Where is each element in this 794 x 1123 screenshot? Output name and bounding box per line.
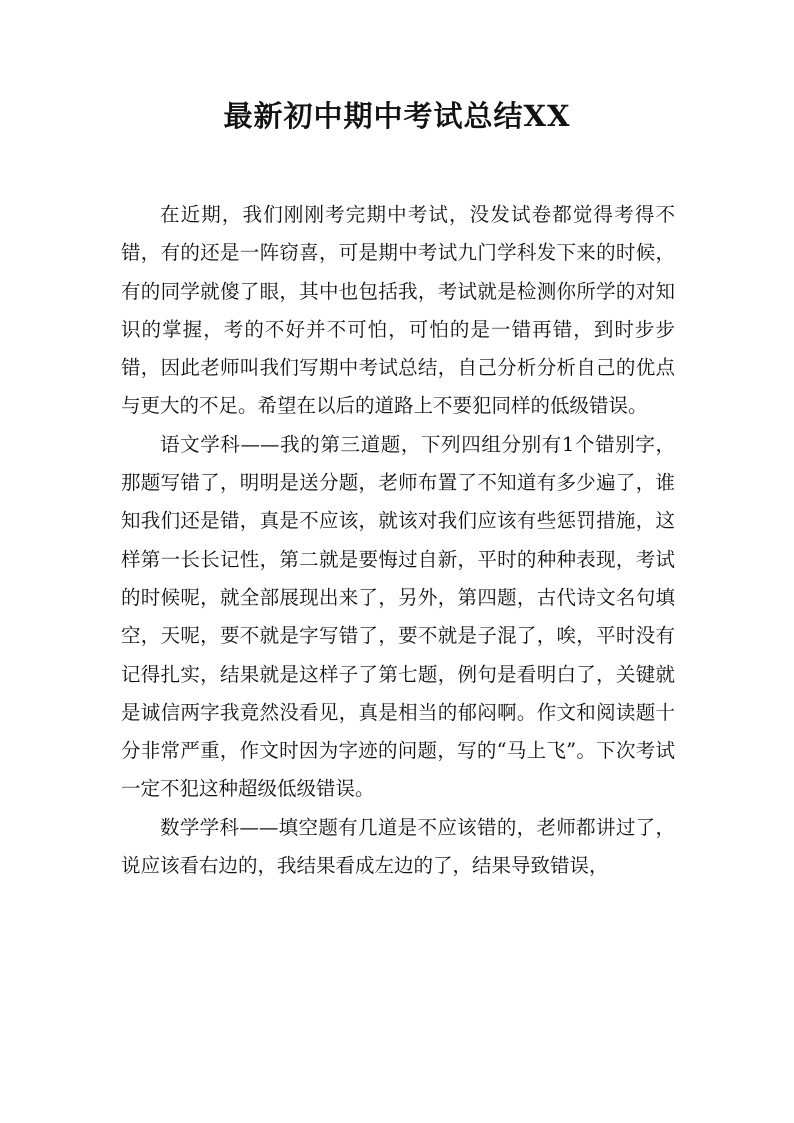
paragraph-math-subject: 数学学科——填空题有几道是不应该错的，老师都讲过了，说应该看右边的，我结果看成左边的了，结果导致错误， (121, 815, 675, 878)
document-title: 最新初中期中考试总结XX (223, 99, 571, 133)
paragraph-intro: 在近期，我们刚刚考完期中考试，没发试卷都觉得考得不错，有的还是一阵窃喜，可是期中考试九门学科发下来的时候，有的同学就傻了眼，其中也包括我，考试就是检测你所学的对知识的掌握，考的不好并不可怕，可怕的是一错再错，到时步步错，因此老师叫我们写期中考试总结，自己分析分析自己的优点与更大的不足。希望在以后的道路上不要犯同样的低级错误。 (121, 203, 675, 418)
paragraph-chinese-subject: 语文学科——我的第三道题，下列四组分别有1个错别字，那题写错了，明明是送分题，老师布置了不知道有多少遍了，谁知我们还是错，真是不应该，就该对我们应该有些惩罚措施，这样第一长长记性，第二就是要悔过自新，平时的种种表现，考试的时候呢，就全部展现出来了，另外，第四题，古代诗文名句填空，天呢，要不就是字写错了，要不就是子混了，唉，平时没有记得扎实，结果就是这样子了第七题，例句是看明白了，关键就是诚信两字我竟然没看见，真是相当的郁闷啊。作文和阅读题十分非常严重，作文时因为字迹的问题，写的“马上飞”。下次考试一定不犯这种超级低级错误。 (121, 432, 675, 801)
document-body (121, 196, 675, 885)
